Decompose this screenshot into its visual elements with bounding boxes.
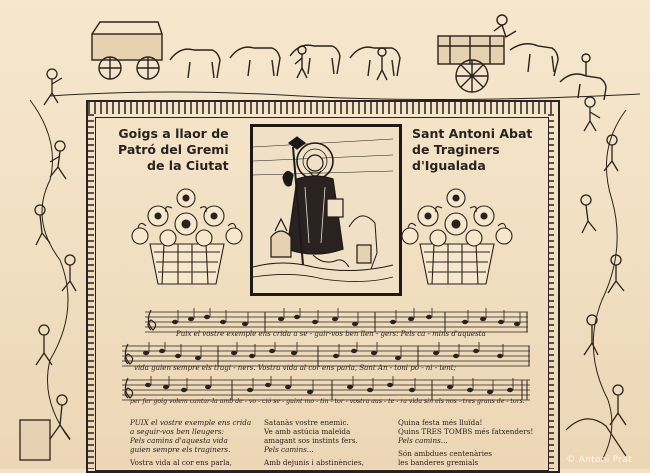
watermark-text: © Antoni Prat (566, 455, 632, 465)
verse-2-line-2: Ve amb astúcia maleïda (264, 427, 351, 436)
heading-left-line-2: Patró del Gremi (118, 142, 229, 157)
verse-1-line-2: a seguir-vos ben lleugers: (130, 427, 224, 436)
verse-2-line-5: Amb dejunis i abstinències, (264, 458, 364, 467)
heading-right-line-2: de Traginers (412, 142, 500, 157)
verse-column-3 (398, 418, 533, 467)
verse-1-line-1: PUIX el vostre exemple ens crida (130, 418, 252, 427)
verse-3-line-4: Són ambdues centenàries (398, 449, 492, 458)
lyric-line-2: vida guien sempre els tragi - ners. Vostra vida al cor ens parla, Sant An - toni po - ni - tent; (134, 364, 456, 372)
frame-left-band (88, 114, 94, 469)
verse-1-line-4: guien sempre els traginers. (130, 445, 231, 454)
heading-right-line-3: d'Igualada (412, 158, 486, 173)
flower-basket-right (398, 180, 516, 290)
verse-2-line-3: amagant sos instints fers. (264, 436, 358, 445)
lyric-line-1: Puix el vostre exemple ens crida a se - guir-vos ben llen - gers: Pels ca - mins d'aquesta (176, 330, 486, 338)
verse-column-1 (130, 418, 251, 467)
heading-right (412, 126, 532, 174)
verse-2-line-1: Satanàs vostre enemic. (264, 418, 349, 427)
frame-top-band (88, 102, 554, 114)
verse-3-line-1: Quina festa més lluïda! (398, 418, 483, 427)
verse-3-line-3: Pels camins... (398, 436, 448, 445)
lyric-line-3: per fer goig volem cantar-la amb de - vo - ció se - guint mo - tin - tor - vostra aus - te - ra vida sin els nos - tres grans de - tors. (130, 398, 525, 405)
verse-column-2 (264, 418, 364, 467)
heading-left (118, 126, 229, 174)
saint-anthony-woodcut (250, 124, 402, 296)
heading-left-line-1: Goigs a llaor de (118, 126, 229, 141)
left-side-frieze (0, 60, 96, 469)
saint-anthony-icon (253, 127, 393, 287)
heading-left-line-3: de la Ciutat (147, 158, 229, 173)
right-side-frieze (556, 90, 650, 469)
verse-1-line-5: Vostra vida al cor ens parla, (130, 458, 232, 467)
flower-basket-left (128, 180, 246, 290)
verse-3-line-5: les banderes gremials (398, 458, 479, 467)
verse-3-line-2: Quins TRES TOMBS més fatxenders! (398, 427, 534, 436)
heading-right-line-1: Sant Antoni Abat (412, 126, 533, 141)
verse-2-line-4: Pels camins... (264, 445, 314, 454)
verse-1-line-3: Pels camins d'aquesta vida (130, 436, 228, 445)
